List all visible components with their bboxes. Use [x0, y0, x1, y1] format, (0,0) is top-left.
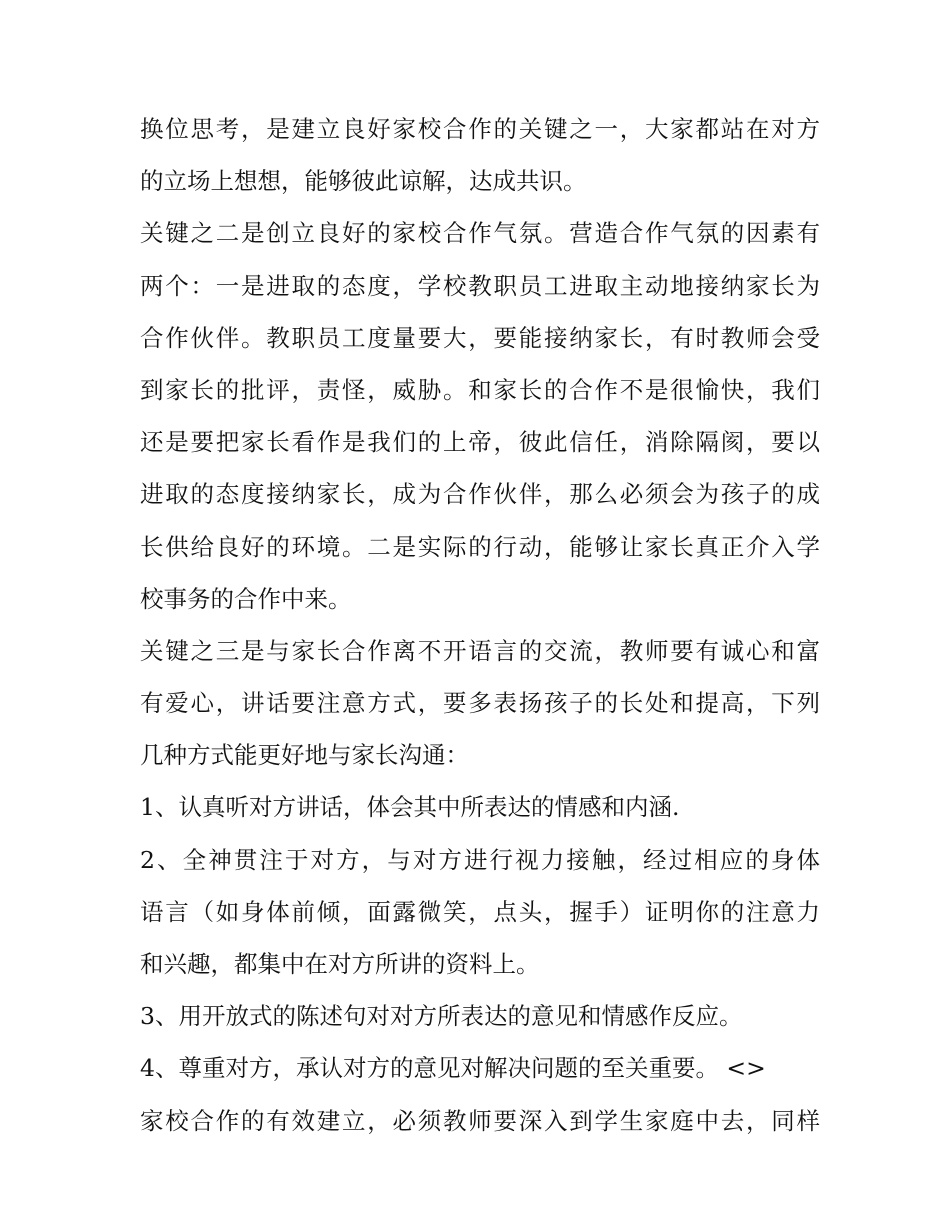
- text-line: 有爱心，讲话要注意方式，要多表扬孩子的长处和提高，下列: [140, 689, 820, 718]
- text-line: 还是要把家长看作是我们的上帝，彼此信任，消除隔阂，要以: [140, 428, 820, 457]
- text-line: 2、全神贯注于对方，与对方进行视力接触，经过相应的身体: [140, 845, 820, 874]
- text-line: 到家长的批评，责怪，威胁。和家长的合作不是很愉快，我们: [140, 375, 820, 404]
- text-line: 校事务的合作中来。: [140, 584, 352, 613]
- document-body: [140, 103, 820, 1147]
- text-line: 3、用开放式的陈述句对对方所表达的意见和情感作反应。: [140, 1002, 743, 1031]
- text-line: 家校合作的有效建立，必须教师要深入到学生家庭中去，同样: [140, 1106, 820, 1135]
- text-line: 进取的态度接纳家长，成为合作伙伴，那么必须会为孩子的成: [140, 480, 820, 509]
- text-line: 合作伙伴。教职员工度量要大，要能接纳家长，有时教师会受: [140, 323, 820, 352]
- text-line: 语言（如身体前倾，面露微笑，点头，握手）证明你的注意力: [140, 897, 820, 926]
- text-line: 关键之三是与家长合作离不开语言的交流，教师要有诚心和富: [140, 636, 820, 665]
- text-line: 关键之二是创立良好的家校合作气氛。营造合作气氛的因素有: [140, 219, 820, 248]
- text-line: 换位思考，是建立良好家校合作的关键之一，大家都站在对方: [140, 115, 820, 143]
- text-line: 4、尊重对方，承认对方的意见对解决问题的至关重要。 <>: [140, 1054, 766, 1083]
- text-line: 几种方式能更好地与家长沟通：: [140, 741, 469, 770]
- text-line: 和兴趣，都集中在对方所讲的资料上。: [140, 950, 540, 978]
- text-line: 的立场上想想，能够彼此谅解，达成共识。: [140, 167, 587, 196]
- text-line: 长供给良好的环境。二是实际的行动，能够让家长真正介入学: [140, 532, 820, 561]
- text-line: 1、认真听对方讲话，体会其中所表达的情感和内涵.: [140, 793, 680, 822]
- text-line: 两个：一是进取的态度，学校教职员工进取主动地接纳家长为: [140, 271, 820, 300]
